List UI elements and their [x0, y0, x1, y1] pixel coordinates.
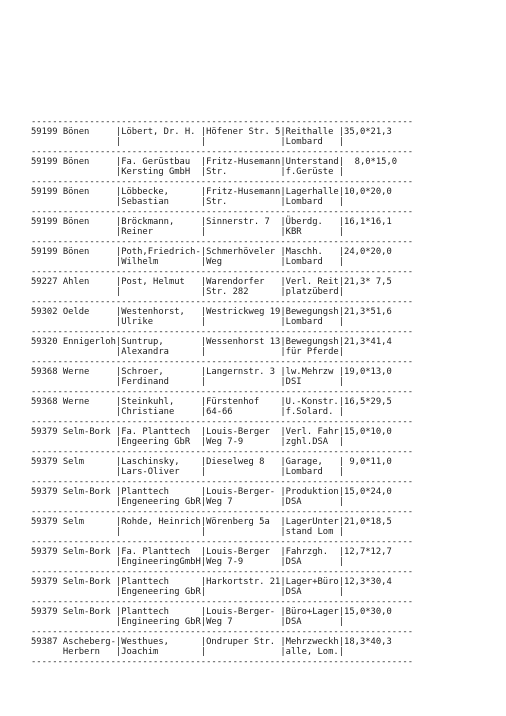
separator-line: ------------------------------------------------------------------------: [31, 297, 414, 307]
separator-line: ------------------------------------------------------------------------: [31, 387, 414, 397]
record-line2: |Reiner | |KBR |: [31, 227, 345, 237]
record-line2: |Wilhelm |Weg |Lombard |: [31, 257, 345, 267]
record-line2: | | |Lombard |: [31, 137, 345, 147]
record-line1: 59199 Bönen |Bröckmann, |Sinnerstr. 7 |Überdg. |16,1*16,1: [31, 217, 392, 227]
record-line2: |Lars-Oliver | |Lombard |: [31, 467, 345, 477]
record-line2: |Ulrike | |Lombard |: [31, 317, 345, 327]
record-line1: 59368 Werne |Schroer, |Langernstr. 3 |lw.Mehrzw |19,0*13,0: [31, 367, 392, 377]
record-line2: |Engeneering GbR| |DSA |: [31, 587, 345, 597]
separator-line: ------------------------------------------------------------------------: [31, 417, 414, 427]
record-line2: |Kersting GmbH |Str. |f.Gerüste |: [31, 167, 345, 177]
record-line1: 59379 Selm-Bork |Planttech |Louis-Berger- |Büro+Lager|15,0*30,0: [31, 607, 392, 617]
record-line2: |Sebastian |Str. |Lombard |: [31, 197, 345, 207]
record-line1: 59379 Selm |Rohde, Heinrich|Wörenberg 5a |LagerUnter|21,0*18,5: [31, 517, 392, 527]
record-line1: 59379 Selm |Laschinsky, |Dieselweg 8 |Garage, | 9,0*11,0: [31, 457, 392, 467]
record-line1: 59368 Werne |Steinkuhl, |Fürstenhof |U.-Konstr.|16,5*29,5: [31, 397, 392, 407]
record-line1: 59199 Bönen |Löbbecke, |Fritz-Husemann|Lagerhalle|10,0*20,0: [31, 187, 392, 197]
record-line2: |Engeneering GbR|Weg 7 |DSA |: [31, 497, 345, 507]
record-line1: 59302 Oelde |Westenhorst, |Westrickweg 19|Bewegungsh|21,3*51,6: [31, 307, 392, 317]
separator-line: ------------------------------------------------------------------------: [31, 447, 414, 457]
record-line1: 59379 Selm-Bork |Fa. Planttech |Louis-Berger |Fahrzgh. |12,7*12,7: [31, 547, 392, 557]
record-line2: |EngineeringGmbH|Weg 7-9 |DSA |: [31, 557, 345, 567]
separator-line: ------------------------------------------------------------------------: [31, 327, 414, 337]
record-line1: 59379 Selm-Bork |Planttech |Harkortstr. 21|Lager+Büro|12,3*30,4: [31, 577, 392, 587]
separator-line: ------------------------------------------------------------------------: [31, 147, 414, 157]
separator-line: ------------------------------------------------------------------------: [31, 507, 414, 517]
separator-line: ------------------------------------------------------------------------: [31, 177, 414, 187]
separator-line: ------------------------------------------------------------------------: [31, 357, 414, 367]
separator-line: ------------------------------------------------------------------------: [31, 267, 414, 277]
separator-line: ------------------------------------------------------------------------: [31, 207, 414, 217]
record-listing: [31, 117, 413, 667]
record-line2: |Christiane |64-66 |f.Solard. |: [31, 407, 345, 417]
separator-line: ------------------------------------------------------------------------: [31, 657, 414, 667]
record-line2: | |Str. 282 |platzüberd|: [31, 287, 345, 297]
separator-line: ------------------------------------------------------------------------: [31, 237, 414, 247]
record-line1: 59379 Selm-Bork |Planttech |Louis-Berger- |Produktion|15,0*24,0: [31, 487, 392, 497]
record-line1: 59227 Ahlen |Post, Helmut |Warendorfer |Verl. Reit|21,3* 7,5: [31, 277, 392, 287]
separator-line: ------------------------------------------------------------------------: [31, 117, 414, 127]
separator-line: ------------------------------------------------------------------------: [31, 597, 414, 607]
record-line2: |Ferdinand | |DSI |: [31, 377, 345, 387]
separator-line: ------------------------------------------------------------------------: [31, 567, 414, 577]
record-line1: 59199 Bönen |Fa. Gerüstbau |Fritz-Husemann|Unterstand| 8,0*15,0: [31, 157, 398, 167]
record-line2: |Engeering GbR |Weg 7-9 |zghl.DSA |: [31, 437, 345, 447]
record-line2: Herbern |Joachim | |alle, Lom.|: [31, 647, 345, 657]
separator-line: ------------------------------------------------------------------------: [31, 477, 414, 487]
record-line1: 59379 Selm-Bork |Fa. Planttech |Louis-Berger |Verl. Fahr|15,0*10,0: [31, 427, 392, 437]
record-line1: 59320 Ennigerloh|Suntrup, |Wessenhorst 13|Bewegungsh|21,3*41,4: [31, 337, 392, 347]
separator-line: ------------------------------------------------------------------------: [31, 537, 414, 547]
record-line1: 59199 Bönen |Löbert, Dr. H. |Höfener Str. 5|Reithalle |35,0*21,3: [31, 127, 392, 137]
record-line1: 59387 Ascheberg-|Westhues, |Ondruper Str. |Mehrzweckh|18,3*40,3: [31, 637, 392, 647]
record-line1: 59199 Bönen |Poth,Friedrich-|Schmerhöveler |Maschh. |24,0*20,0: [31, 247, 392, 257]
record-line2: |Engineering GbR|Weg 7 |DSA |: [31, 617, 345, 627]
record-line2: |Alexandra | |für Pferde|: [31, 347, 345, 357]
record-line2: | | |stand Lom |: [31, 527, 345, 537]
separator-line: ------------------------------------------------------------------------: [31, 627, 414, 637]
